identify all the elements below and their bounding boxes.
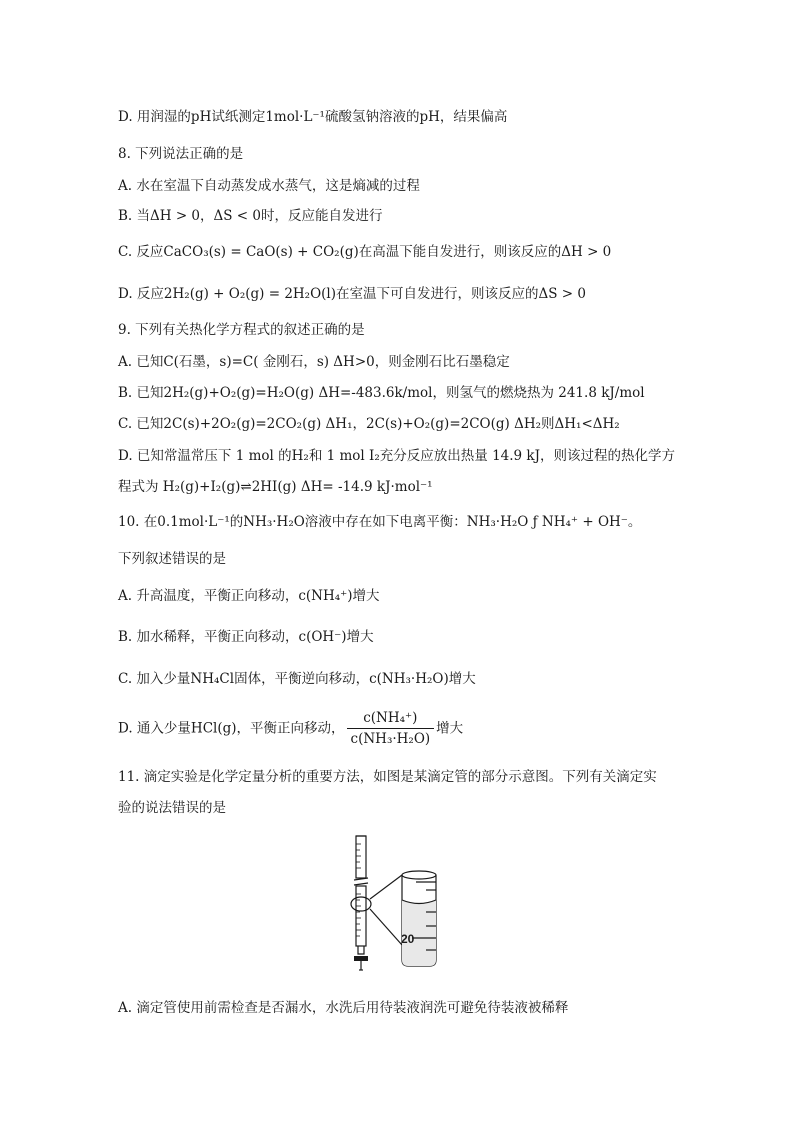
q7-option-d: D. 用润湿的pH试纸测定1mol·L⁻¹硫酸氢钠溶液的pH，结果偏高: [118, 109, 508, 125]
q8-stem: 8. 下列说法正确的是: [118, 146, 244, 162]
q10-option-c: C. 加入少量NH₄Cl固体，平衡逆向移动，c(NH₃·H₂O)增大: [118, 671, 476, 687]
q10-stem-line2: 下列叙述错误的是: [118, 551, 226, 567]
q9-option-d-line2: 程式为 H₂(g)+I₂(g)⇌2HI(g) ΔH= -14.9 kJ·mol⁻¹: [118, 479, 433, 495]
magnifier-circle: [351, 897, 371, 911]
fraction-numerator: c(NH₄⁺): [347, 708, 435, 729]
q10-option-d-prefix: D. 通入少量HCl(g)，平衡正向移动，: [118, 720, 345, 737]
q10-option-a: A. 升高温度，平衡正向移动，c(NH₄⁺)增大: [118, 588, 380, 604]
q9-stem: 9. 下列有关热化学方程式的叙述正确的是: [118, 322, 365, 338]
stopcock: [358, 946, 364, 954]
q9-option-a: A. 已知C(石墨，s)=C( 金刚石，s) ΔH>0，则金刚石比石墨稳定: [118, 354, 510, 370]
q8-option-a: A. 水在室温下自动蒸发成水蒸气，这是熵减的过程: [118, 178, 420, 194]
q9-option-d-line1: D. 已知常温常压下 1 mol 的H₂和 1 mol I₂充分反应放出热量 14.9 kJ，则该过程的热化学方: [118, 448, 676, 464]
q10-option-b: B. 加水稀释，平衡正向移动，c(OH⁻)增大: [118, 629, 374, 645]
q8-option-d: D. 反应2H₂(g) + O₂(g) = 2H₂O(l)在室温下可自发进行，则该反应的ΔS > 0: [118, 286, 586, 302]
q11-option-a: A. 滴定管使用前需检查是否漏水，水洗后用待装液润洗可避免待装液被稀释: [118, 1000, 569, 1016]
q10-stem-line1: 10. 在0.1mol·L⁻¹的NH₃·H₂O溶液中存在如下电离平衡：NH₃·H₂O ƒ NH₄⁺ + OH⁻。: [118, 514, 642, 530]
burette-upper-tube: [356, 836, 366, 878]
q10-option-d-suffix: 增大: [436, 720, 464, 737]
q10-option-d: [118, 708, 463, 749]
q9-option-c: C. 已知2C(s)+2O₂(g)=2CO₂(g) ΔH₁，2C(s)+O₂(g)=2CO(g) ΔH₂则ΔH₁<ΔH₂: [118, 416, 620, 432]
fraction-denominator: c(NH₃·H₂O): [350, 731, 431, 747]
fraction: [347, 708, 435, 749]
q8-option-c: C. 反应CaCO₃(s) = CaO(s) + CO₂(g)在高温下能自发进行，则该反应的ΔH > 0: [118, 244, 612, 260]
q11-stem-line2: 验的说法错误的是: [118, 800, 226, 816]
q9-option-b: B. 已知2H₂(g)+O₂(g)=H₂O(g) ΔH=-483.6k/mol，则氢气的燃烧热为 241.8 kJ/mol: [118, 385, 645, 401]
q11-stem-line1: 11. 滴定实验是化学定量分析的重要方法，如图是某滴定管的部分示意图。下列有关滴定实: [118, 769, 657, 785]
burette-figure: [346, 830, 456, 980]
burette-lower-tube: [356, 886, 366, 946]
q8-option-b: B. 当ΔH > 0，ΔS < 0时，反应能自发进行: [118, 208, 383, 224]
scale-label-20: 20: [401, 932, 415, 946]
